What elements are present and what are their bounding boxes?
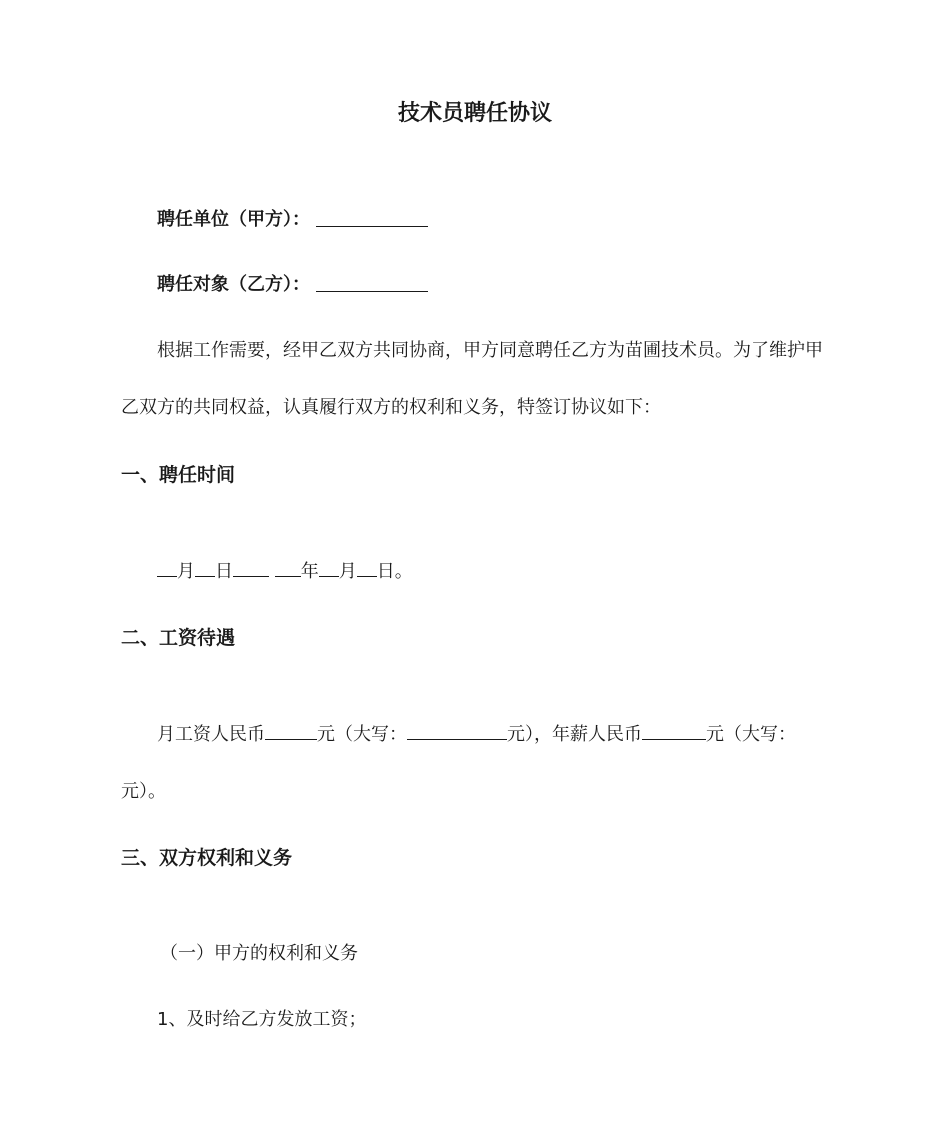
term-day2: 日。	[376, 561, 413, 582]
intro-paragraph-line1: 根据工作需要，经甲乙双方共同协商，甲方同意聘任乙方为苗圃技术员。为了维护甲	[157, 340, 823, 361]
employer-field-row	[157, 208, 428, 232]
section-heading-salary: 二、工资待遇	[121, 627, 236, 649]
date-range-dash	[233, 566, 269, 577]
term-day1: 日	[215, 561, 233, 582]
blank-day2	[357, 564, 377, 577]
salary-yuan3: 元（大写：	[706, 724, 796, 745]
term-year2: 年	[300, 561, 319, 582]
blank-day1	[195, 564, 215, 577]
term-month2: 月	[338, 561, 357, 582]
salary-row-end: 元）。	[121, 781, 166, 802]
employee-label: 聘任对象（乙方）：	[157, 274, 310, 295]
blank-monthly-amount	[265, 727, 317, 740]
blank-month2	[319, 564, 339, 577]
salary-monthly-prefix: 月工资人民币	[157, 724, 265, 745]
intro-paragraph-line2: 乙双方的共同权益，认真履行双方的权利和义务，特签订协议如下：	[121, 397, 661, 418]
employer-label: 聘任单位（甲方）：	[157, 209, 310, 230]
salary-yuan1: 元（大写：	[317, 724, 407, 745]
subsection-party-a: （一）甲方的权利和义务	[160, 943, 358, 964]
blank-year2	[275, 564, 301, 577]
blank-month1	[157, 564, 177, 577]
section-heading-rights: 三、双方权利和义务	[121, 847, 293, 869]
employer-blank	[316, 208, 428, 227]
blank-annual-amount	[642, 727, 706, 740]
salary-yuan2: 元），年薪人民币	[507, 724, 642, 745]
list-item-1: 1、及时给乙方发放工资；	[157, 1009, 367, 1030]
employee-blank	[316, 273, 428, 292]
term-month1: 月	[177, 561, 195, 582]
term-dates-row	[157, 560, 413, 584]
salary-row	[157, 723, 796, 747]
employee-field-row	[157, 273, 428, 297]
blank-monthly-uppercase	[407, 727, 507, 740]
document-title: 技术员聘任协议	[397, 101, 552, 126]
section-heading-term: 一、聘任时间	[121, 464, 236, 486]
